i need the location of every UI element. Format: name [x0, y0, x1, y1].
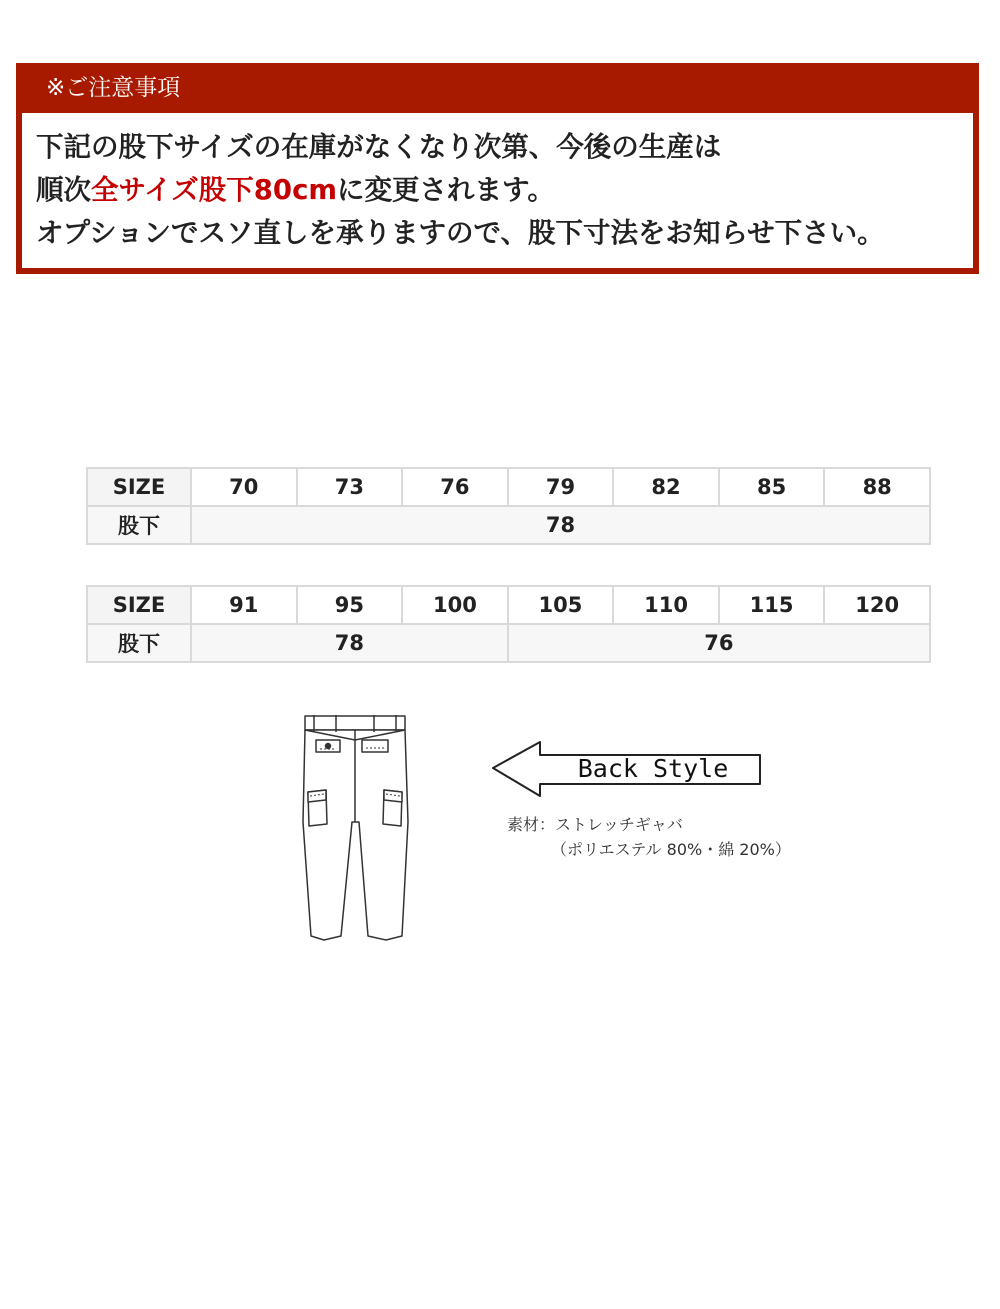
size-cell: 73	[297, 468, 403, 506]
inseam-row	[87, 624, 930, 662]
size-header: SIZE	[87, 586, 191, 624]
notice-body	[22, 113, 973, 268]
inseam-header: 股下	[87, 506, 191, 544]
size-cell: 76	[402, 468, 508, 506]
size-cell: 85	[719, 468, 825, 506]
pants-back-icon	[296, 712, 414, 944]
notice-highlight: 全サイズ股下80cm	[91, 174, 338, 206]
size-row	[87, 468, 930, 506]
size-cell: 115	[719, 586, 825, 624]
size-table-1	[86, 467, 931, 545]
size-cell: 95	[297, 586, 403, 624]
back-style-label: Back Style	[577, 754, 729, 783]
notice-title: ※ご注意事項	[46, 75, 181, 101]
size-cell: 105	[508, 586, 614, 624]
size-cell: 88	[824, 468, 930, 506]
size-cell: 70	[191, 468, 297, 506]
size-row	[87, 586, 930, 624]
notice-line-1: 下記の股下サイズの在庫がなくなり次第、今後の生産は	[36, 131, 722, 163]
material-line-2: （ポリエステル 80%・綿 20%）	[551, 840, 791, 859]
size-table-2	[86, 585, 931, 663]
inseam-cell: 78	[191, 506, 930, 544]
material-info	[507, 812, 791, 862]
size-cell: 120	[824, 586, 930, 624]
notice-line-2-post: に変更されます。	[337, 174, 555, 206]
notice-line-2-pre: 順次	[36, 174, 91, 206]
size-cell: 91	[191, 586, 297, 624]
notice-box	[16, 63, 979, 274]
inseam-cell: 76	[508, 624, 930, 662]
size-cell: 110	[613, 586, 719, 624]
size-cell: 79	[508, 468, 614, 506]
size-cell: 100	[402, 586, 508, 624]
size-header: SIZE	[87, 468, 191, 506]
notice-line-3: オプションでスソ直しを承りますので、股下寸法をお知らせ下さい。	[36, 217, 885, 249]
material-line-1: 素材：ストレッチギャバ	[507, 815, 683, 834]
notice-line-2	[36, 169, 973, 212]
size-cell: 82	[613, 468, 719, 506]
inseam-cell: 78	[191, 624, 508, 662]
inseam-row	[87, 506, 930, 544]
inseam-header: 股下	[87, 624, 191, 662]
